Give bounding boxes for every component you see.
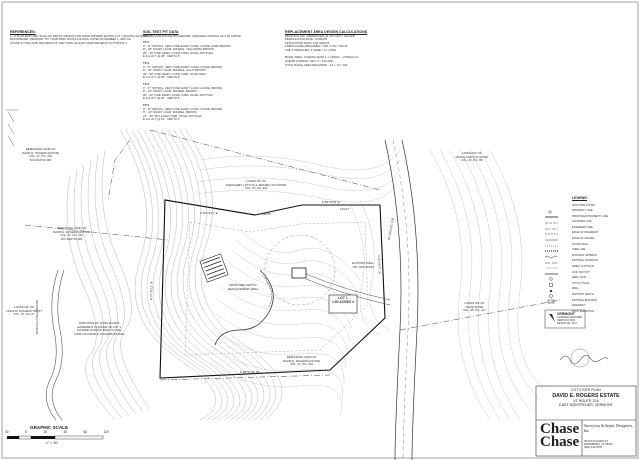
wooded-edge — [215, 270, 273, 345]
parcel-label-far-west: LANDS N/F OF LINDA M. ROGERS TRUST VOL. 97, PG. 27 — [6, 305, 43, 316]
soil-pit-line: 0" - 6" TOPSOIL, VERY FINE SANDY LOAM, LOOSE, BROWN — [143, 85, 223, 90]
soil-pit-line: 8" - 28" SANDY LOAM, FRIABLE, YELLOWISH BROWN — [143, 47, 214, 52]
legend-item: INDEX CONTOUR — [572, 265, 594, 269]
soil-test-heading: SOIL TEST PIT DATA — [143, 30, 179, 34]
replacement-area-block — [285, 30, 415, 67]
parcel-label-south-estate: REMAINING LAND OF DAVID E. ROGERS ESTATE VOL. 47, PG. 310 — [283, 355, 321, 366]
legend-item: UTILITY POLE — [572, 281, 590, 285]
stream-label: INTERMITTENT STREAM — [35, 300, 39, 334]
scale-tick: 60 — [83, 430, 88, 434]
replacement-area-line: PERCOLATION RATE: 10 MIN/IN — [285, 37, 328, 42]
graphic-scale-ratio: 1" = 30' — [46, 441, 59, 445]
soil-pit-line: 30" - 58" FINE SANDY LOAM, FIRM, OLIVE GRAY — [143, 71, 207, 76]
graphic-scale-title: GRAPHIC SCALE — [30, 425, 69, 430]
graphic-scale-bar — [7, 436, 103, 439]
bearing-label: N 07°45'13" W — [149, 281, 154, 301]
left-edge-ticks — [6, 110, 18, 146]
surveyor-seal — [571, 349, 589, 367]
legend-item: ADJOINER LINE — [572, 220, 592, 224]
contours-east — [350, 150, 545, 420]
legend-item: PROPERTY LINE — [572, 209, 593, 213]
firm-logo-bottom: Chase — [540, 434, 580, 450]
soil-pit-line: 0" - 8" TOPSOIL, VERY FINE SANDY LOAM, LOOSE, BROWN — [143, 106, 223, 111]
graphic-scale-ticks — [5, 430, 109, 434]
scale-tick: 30 — [63, 430, 68, 434]
replacement-area-line: DESIGN FLOW: 3 BEDROOMS @ 140 GPD = 420 GPD — [285, 33, 356, 38]
distance-label: 143.37' — [340, 207, 350, 211]
state-stamp — [557, 312, 585, 325]
parcel-label-w-estate: REMAINING LAND OF DAVID E. ROGERS ESTATE VOL. 47, PG. 310 TAX MAP 06-001 — [53, 226, 91, 241]
distance-label: 298.65' — [262, 212, 272, 216]
route-label: VT ROUTE 12A — [387, 217, 395, 241]
soil-pit-line: E.S.H.W.T. @ 24" · DEPTH 5' — [143, 117, 180, 122]
legend-item: DRIVEWAY — [572, 304, 586, 308]
parcel-label-north: LANDS N/F OF MARGARET LOTTUS & JEFFREY RAYMOND VOL. 60, PG. 402 — [226, 179, 287, 190]
title-block-text — [536, 388, 636, 408]
soil-pit-line: 24" - 60" SILT LOAM, FIRM, OLIVE, MOTTLES — [143, 113, 202, 118]
parcel-label-ne: LANDS N/F OF JANICE GRIFFITH ROSE VOL. 84, PG. 88 — [455, 151, 489, 162]
references-line: A. 1) PLAN ENTITLED "PLAN OF SEPTIC DESIGN FOR DAVID ROGERS ESTATE LOT 1 ROUTE 12A NORTH — [10, 33, 150, 38]
surveyor-signature — [560, 355, 608, 364]
soil-pit-name: TP-4 — [143, 103, 150, 107]
bearing-label: S 04°39'07" W — [377, 254, 382, 274]
soil-pit-line: 0" - 8" TOPSOIL, VERY FINE SANDY LOAM, LOOSE, BROWN — [143, 64, 223, 69]
replacement-area-line: BASAL AREA: LOADING RATE 1.1 GPD/LF · HYDRAULIC — [285, 55, 359, 60]
replacement-area-line: LINEAR LOADING: 420 / 3 = 140 GPD — [285, 59, 334, 64]
soil-pit-line: E.S.H.W.T. @ 28" · DEPTH 5' — [143, 54, 180, 59]
references-heading: REFERENCES: — [10, 30, 36, 34]
legend-item: SOIL TEST PIT — [572, 270, 590, 274]
bearing-label: S 66°18'11" E — [200, 211, 218, 215]
legend-item: WELL — [572, 287, 580, 291]
scale-tick: 120 — [103, 430, 109, 434]
firm-logo-top: Chase — [540, 421, 580, 437]
replacement-area-line: USE 3 TRENCHES, 3' WIDE x 72' LONG — [285, 47, 337, 52]
legend-item: TREE LINE — [572, 248, 586, 252]
legend-item: EXISTING SEPTIC — [572, 293, 595, 296]
mound-label: PROPOSED SEPTIC REPLACEMENT AREA — [228, 283, 259, 291]
replacement-area-line: TRENCH AREA REQUIRED = 420 / 0.66 = 636 SF — [285, 44, 349, 49]
legend-item: STONE WALL — [572, 242, 589, 246]
legend-item: EXISTING BUILDING — [572, 298, 598, 302]
stream-channel — [46, 270, 64, 420]
legend-item: SPOT ELEVATION — [572, 309, 594, 313]
soil-test-pit-block — [143, 30, 263, 122]
replacement-area-heading: REPLACEMENT AREA DESIGN CALCULATIONS — [285, 30, 368, 34]
contours-west — [67, 130, 282, 420]
soil-pit-name: TP-1 — [143, 40, 150, 45]
septic-replacement-area — [200, 254, 228, 282]
soil-pit-line: E.S.H.W.T. @ 26" · DEPTH 5' — [143, 96, 180, 101]
portions-note: PORTIONS OF TOWN ROADS EASEMENT IN FAVOR OF LOT 1 EXTEND ACROSS ROW TO THE LAND OF DAVID E. ROGERS ESTATE — [74, 321, 125, 336]
legend-item: BUILDING SETBACK — [572, 253, 598, 257]
soil-pit-line: 28" - 60" FINE SANDY LOAM, FIRM, OLIVE, MOTTLES — [143, 50, 213, 55]
firm-address: 35 SOUTH MAIN ST WATERBURY, VT 05676 (802) 244-7878 — [584, 440, 613, 450]
legend-item: EDGE OF GRAVEL — [572, 237, 595, 241]
state-stamp-line: DESIGN NO. 3127 — [557, 322, 578, 325]
soil-pit-line: 26" - 60" FINE SANDY LOAM, FIRM, OLIVE, MOTTLES — [143, 92, 213, 97]
legend-symbols — [545, 211, 558, 303]
title-line: LOT 2 SITE PLAN — [571, 388, 601, 392]
soil-pit-name: TP-2 — [143, 61, 150, 66]
references-line: MONTPELIER, VERMONT" BY YOUR FIRM, DIXON & EVANS, DATED NOVEMBER 1, 2007 AS — [10, 37, 131, 42]
legend-block — [572, 196, 632, 314]
scale-tick: 15 — [43, 430, 47, 434]
lot-label: LOT 1 1.90 ACRES ± — [331, 296, 355, 304]
legend-item: EXISTING CONTOUR — [572, 259, 598, 263]
parcel-label-se: LANDS N/F OF DAVID ROSE VOL. 88, PG. 217 — [463, 301, 486, 312]
bearing-label: N 86°51'40" W — [240, 370, 259, 374]
house-footprint — [292, 268, 306, 278]
replacement-area-lines — [285, 35, 415, 68]
parcel-label-nw-estate: REMAINING LAND OF DAVID E. ROGERS ESTATE VOL. 47, PG. 310 TAX MAP 06-001 — [22, 147, 60, 162]
state-stamp-line: CERTIFICATION — [557, 319, 576, 322]
soil-pit-line: 0" - 8" TOPSOIL, VERY FINE SANDY LOAM, LOOSE, DARK BROWN — [143, 43, 231, 48]
title-line: DAVID E. ROGERS ESTATE — [552, 392, 620, 399]
legend-heading: LEGEND — [572, 196, 587, 200]
scale-tick: 0 — [25, 430, 27, 434]
bearing-label: S 88°30'49" E — [322, 200, 340, 204]
soil-pit-line: E.S.H.W.T. @ 30" · DEPTH 5' — [143, 75, 180, 80]
firm-logo — [540, 423, 582, 449]
legend-item: EDGE OF PAVEMENT — [572, 231, 599, 235]
replacement-area-line: APPLICATION RATE: 0.66 GPD/SF — [285, 40, 330, 45]
legend-item: PERC TEST — [572, 276, 587, 280]
soil-test-intro: MAXIMUM DRAINAGE PROCEDURE: ASSUMED LOADING OF 0.66 GPD/SF — [143, 33, 242, 38]
soil-test-pit-list — [143, 41, 263, 122]
firm-name: Surveyors & Septic Designers, Inc. — [584, 423, 634, 433]
legend-item: IRON PIPE FOUND — [572, 203, 596, 207]
legend-item: EASEMENT LINE — [572, 225, 593, 229]
soil-pit-line: 8" - 24" SANDY LOAM, FRIABLE, BROWN — [143, 110, 197, 115]
title-line: VT ROUTE 12A — [573, 398, 599, 403]
tree-line — [262, 275, 272, 308]
replacement-area-line: TOTAL BASAL AREA REQUIRED · 4.5 × 72 = 324 — [285, 62, 348, 67]
soil-pit-name: TP-3 — [143, 82, 150, 87]
legend-item: PROPOSED PROPERTY LINE — [572, 214, 609, 218]
references-line: FOUND IN THE LAND RECORDS OF THE TOWN OF EAST MONTPELIER IN PLAT BOOK 1 — [10, 40, 127, 45]
building-setback-line — [185, 222, 368, 355]
legend-items — [572, 203, 632, 315]
soil-pit-line: 6" - 26" SANDY LOAM, FRIABLE, BROWN — [143, 89, 197, 94]
wellhead-label: EXISTING WELL 100' ISOLATION — [352, 261, 375, 269]
scale-tick: 30 — [5, 430, 9, 434]
state-stamp-line: LICENSED DESIGNER — [557, 316, 583, 319]
state-stamp-title: VERMONT — [557, 312, 575, 316]
title-line: EAST MONTPELIER, VERMONT — [559, 403, 613, 408]
soil-pit-line: 8" - 30" SANDY LOAM, FRIABLE, LIGHT BROWN — [143, 68, 206, 73]
